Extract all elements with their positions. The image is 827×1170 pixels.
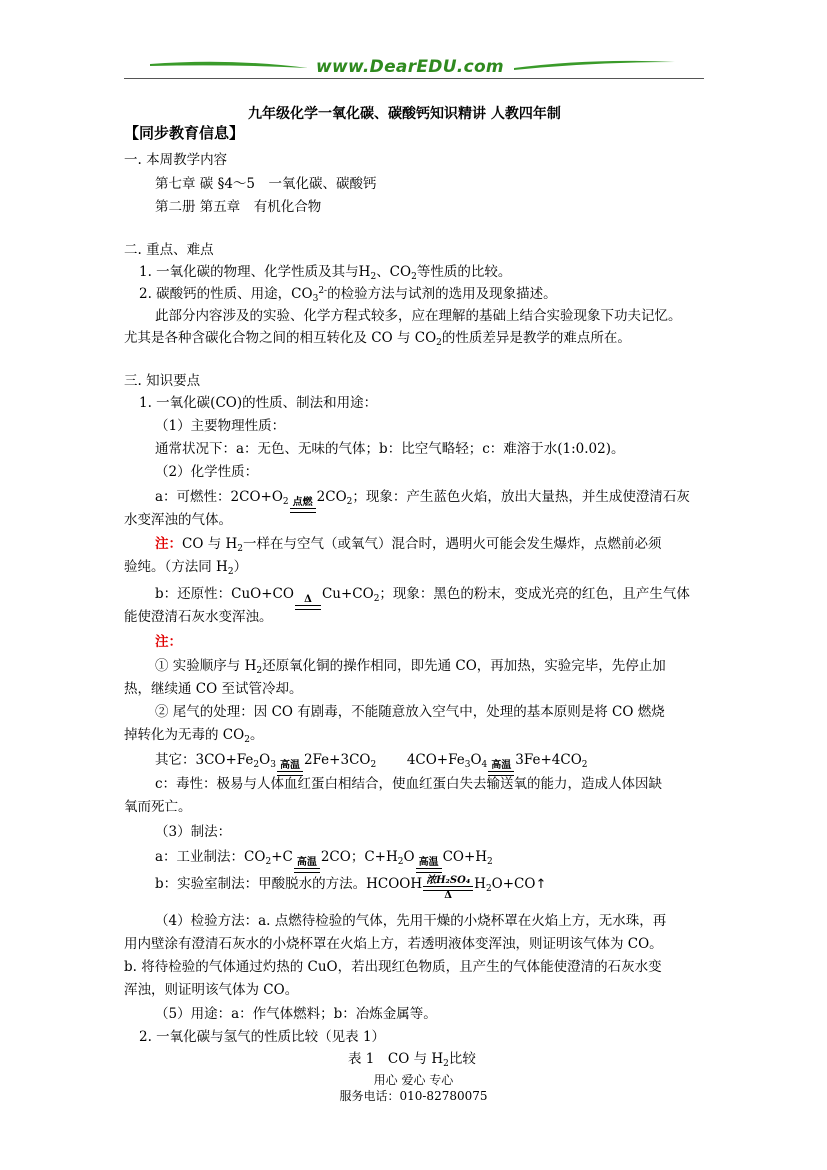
- footer-phone: 服务电话：010-82780075: [339, 1089, 488, 1103]
- footer-slogan: 用心 爱心 专心: [373, 1073, 454, 1087]
- note1-line1: 注：CO 与 $H_2$一样在与空气（或氧气）混合时，遇明火可能会发生爆炸，点燃前必须: [155, 536, 662, 554]
- condition-high-temp-1: 高温: [277, 761, 303, 776]
- phys-text: 通常状况下：a：无色、无味的气体；b：比空气略轻；c：难溶于水(1:0.02)。: [155, 441, 625, 457]
- document-title: 九年级化学一氧化碳、碳酸钙知识精讲 人教四年制: [248, 106, 561, 122]
- s2-heading: 二. 重点、难点: [124, 242, 214, 258]
- s2-item2: 2. 碳酸钙的性质、用途，$CO_3^{2-}$的检验方法与试剂的选用及现象描述。: [139, 286, 557, 304]
- s3-item1: 1. 一氧化碳(CO)的性质、制法和用途：: [139, 395, 378, 411]
- lab-prep: b：实验室制法：甲酸脱水的方法。HCOOH 浓H₂SO₄ Δ $H_2O+CO↑$: [155, 875, 547, 901]
- reduction-equation: b：还原性：CuO+CO Δ $Cu+CO_2$；现象：黑色的粉末，变成光亮的红色，且产生气体: [155, 582, 690, 610]
- use-line: （5）用途：a：作气体燃料；b：冶炼金属等。: [155, 1006, 437, 1022]
- other-equations: 其它：$3CO+Fe_2O_3$ 高温 $2Fe+3CO_2$ $4CO+Fe_3O_4$ 高温 $3Fe+4CO_2$: [155, 748, 588, 776]
- compare-line: 2. 一氧化碳与氢气的性质比较（见表 1）: [139, 1029, 386, 1045]
- condition-ignite: 点燃: [290, 498, 316, 513]
- toxicity-line2: 氧而死亡。: [124, 799, 192, 815]
- condition-high-temp-2: 高温: [488, 761, 514, 776]
- condition-high-temp-4: 高温: [416, 858, 442, 873]
- section-tag: 【同步教育信息】: [124, 124, 245, 142]
- toxicity-line1: c：毒性：极易与人体血红蛋白相结合，使血红蛋白失去输送氧的能力，造成人体因缺: [155, 776, 663, 792]
- logo-swoosh-right: [512, 56, 677, 76]
- table-caption: 表 1 CO 与 $H_2$比较: [348, 1051, 476, 1069]
- s3-heading: 三. 知识要点: [124, 373, 201, 389]
- reduction-line2: 能使澄清石灰水变浑浊。: [124, 609, 273, 625]
- site-logo[interactable]: www.DearEDU.com: [316, 57, 504, 77]
- s1-line2: 第二册 第五章 有机化合物: [155, 199, 322, 215]
- phys-heading: （1）主要物理性质：: [155, 418, 286, 434]
- s2-item1: 1. 一氧化碳的物理、化学性质及其与$H_2$、$CO_2$等性质的比较。: [139, 264, 512, 282]
- note2-item1-line1: ① 实验顺序与 $H_2$还原氧化铜的操作相同，即先通 CO，再加热，实验完毕，先停止加: [155, 658, 666, 676]
- combustion-line2: 水变浑浊的气体。: [124, 512, 232, 528]
- prep-heading: （3）制法：: [155, 824, 232, 840]
- s1-heading: 一. 本周教学内容: [124, 152, 228, 168]
- note2-label: 注：: [155, 634, 182, 650]
- combustion-equation: a：可燃性：$2CO+O_2$ 点燃 $2CO_2$；现象：产生蓝色火焰，放出大量热，并生成使澄清石灰: [155, 485, 690, 513]
- test-line4: 浑浊，则证明该气体为 CO。: [124, 982, 299, 998]
- note1-line2: 验纯。（方法同 $H_2$）: [124, 559, 248, 577]
- note2-item2-line1: ② 尾气的处理：因 CO 有剧毒，不能随意放入空气中，处理的基本原则是将 CO 燃烧: [155, 704, 665, 720]
- condition-high-temp-3: 高温: [294, 858, 320, 873]
- condition-heat: Δ: [295, 595, 321, 610]
- test-line2: 用内壁涂有澄清石灰水的小烧杯罩在火焰上方，若透明液体变浑浊，则证明该气体为 CO。: [124, 936, 663, 952]
- s2-paragraph-line2: 尤其是各种含碳化合物之间的相互转化及 CO 与 $CO_2$的性质差异是教学的难点所在。: [124, 330, 631, 348]
- s2-paragraph-line1: 此部分内容涉及的实验、化学方程式较多，应在理解的基础上结合实验现象下功夫记忆。: [155, 308, 682, 324]
- note2-item1-line2: 热，继续通 CO 至试管冷却。: [124, 681, 303, 697]
- test-line3: b. 将待检验的气体通过灼热的 CuO，若出现红色物质，且产生的气体能使澄清的石灰水变: [124, 959, 662, 975]
- gas-up-arrow-icon: ↑: [535, 877, 547, 892]
- logo-swoosh-left: [150, 56, 310, 76]
- note2-item2-line2: 掉转化为无毒的 $CO_2$。: [124, 727, 264, 745]
- industrial-prep: a：工业制法：$CO_2+C$ 高温 2CO；$C+H_2O$ 高温 $CO+H_2$: [155, 845, 493, 873]
- s1-line1: 第七章 碳 §4～5 一氧化碳、碳酸钙: [155, 176, 377, 192]
- test-line1: （4）检验方法：a. 点燃待检验的气体，先用干燥的小烧杯罩在火焰上方，无水珠，再: [155, 913, 667, 929]
- condition-conc-sulfuric: 浓H₂SO₄ Δ: [423, 876, 473, 901]
- chem-heading: （2）化学性质：: [155, 464, 259, 480]
- header-rule: [124, 78, 704, 79]
